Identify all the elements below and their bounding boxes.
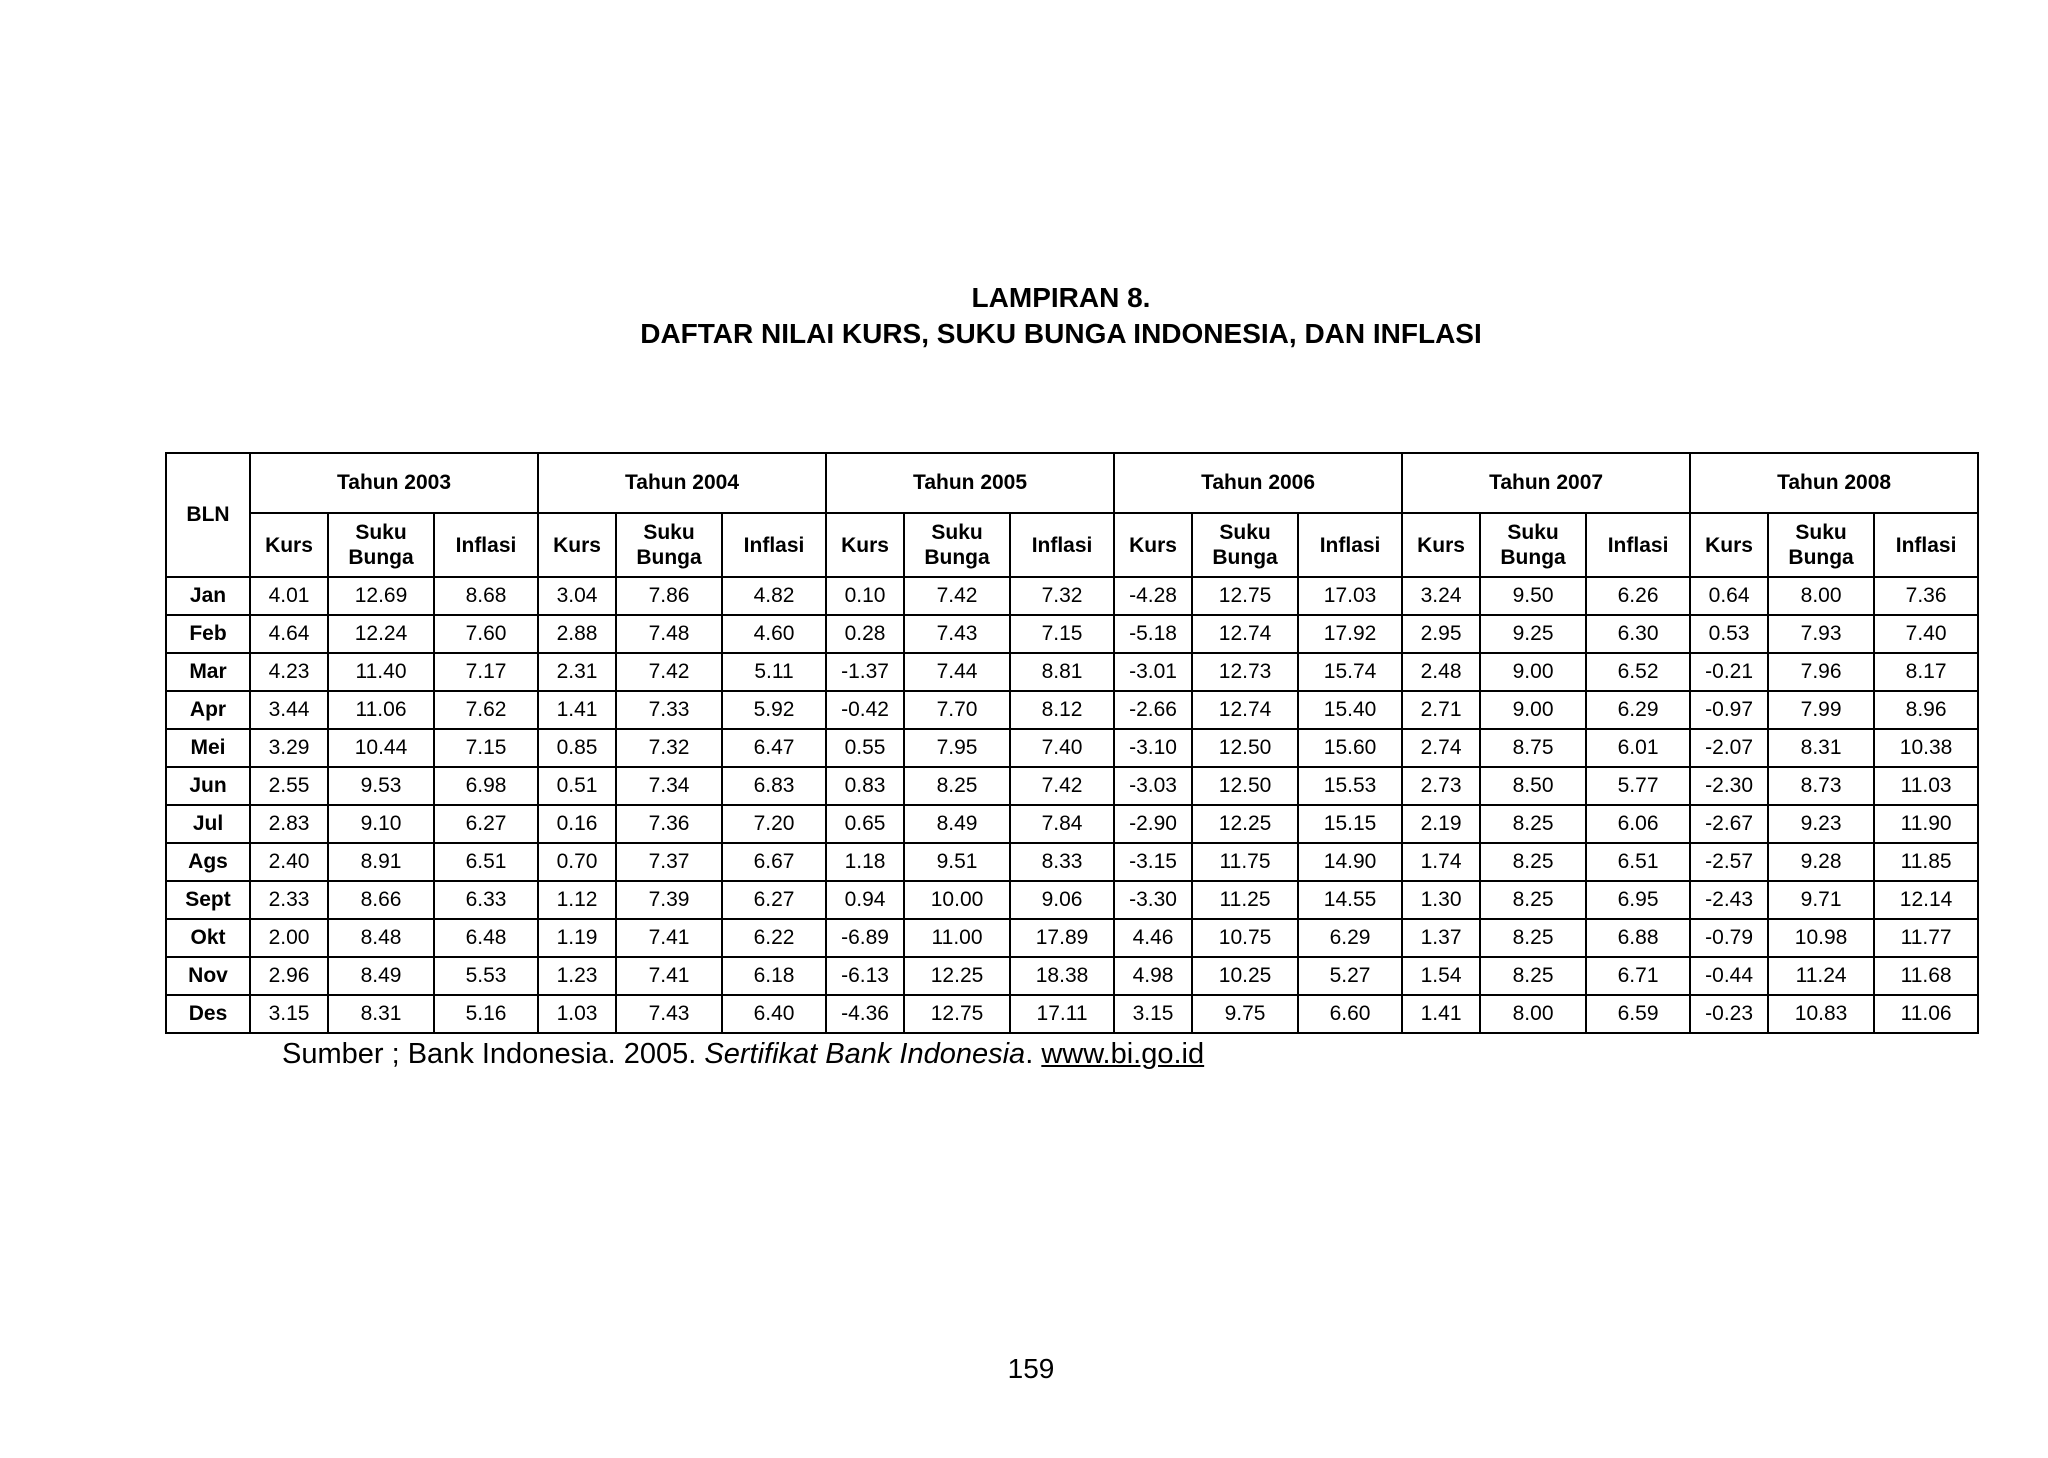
value-cell: 1.30 [1402, 881, 1480, 919]
value-cell: 11.85 [1874, 843, 1978, 881]
value-cell: 8.49 [904, 805, 1010, 843]
value-cell: 0.51 [538, 767, 616, 805]
year-header: Tahun 2006 [1114, 453, 1402, 513]
value-cell: 7.60 [434, 615, 538, 653]
value-cell: 7.43 [616, 995, 722, 1033]
value-cell: 8.81 [1010, 653, 1114, 691]
value-cell: 5.53 [434, 957, 538, 995]
kurs-header: Kurs [826, 513, 904, 577]
value-cell: 17.11 [1010, 995, 1114, 1033]
value-cell: 3.15 [1114, 995, 1192, 1033]
suku-bunga-header [1768, 513, 1874, 577]
table-row [166, 577, 1978, 615]
value-cell: 7.33 [616, 691, 722, 729]
value-cell: -1.37 [826, 653, 904, 691]
value-cell: 5.27 [1298, 957, 1402, 995]
year-header-row [166, 453, 1978, 513]
value-cell: -3.01 [1114, 653, 1192, 691]
value-cell: 12.24 [328, 615, 434, 653]
value-cell: 7.84 [1010, 805, 1114, 843]
value-cell: 4.23 [250, 653, 328, 691]
value-cell: 15.60 [1298, 729, 1402, 767]
table-row [166, 691, 1978, 729]
value-cell: 1.37 [1402, 919, 1480, 957]
value-cell: 2.48 [1402, 653, 1480, 691]
year-header: Tahun 2008 [1690, 453, 1978, 513]
table-body [166, 577, 1978, 1033]
value-cell: 4.60 [722, 615, 826, 653]
value-cell: 5.77 [1586, 767, 1690, 805]
value-cell: 7.41 [616, 919, 722, 957]
value-cell: 8.48 [328, 919, 434, 957]
value-cell: 2.95 [1402, 615, 1480, 653]
value-cell: 3.29 [250, 729, 328, 767]
value-cell: 4.01 [250, 577, 328, 615]
value-cell: 10.98 [1768, 919, 1874, 957]
value-cell: 6.60 [1298, 995, 1402, 1033]
value-cell: -4.28 [1114, 577, 1192, 615]
suku-bunga-header-line1: Suku [643, 521, 695, 544]
value-cell: 12.50 [1192, 729, 1298, 767]
month-cell: Okt [166, 919, 250, 957]
value-cell: -2.57 [1690, 843, 1768, 881]
table-row [166, 843, 1978, 881]
value-cell: 0.53 [1690, 615, 1768, 653]
value-cell: 11.24 [1768, 957, 1874, 995]
suku-bunga-header-line2: Bunga [348, 546, 414, 569]
value-cell: 0.28 [826, 615, 904, 653]
value-cell: 11.40 [328, 653, 434, 691]
value-cell: -6.13 [826, 957, 904, 995]
value-cell: 2.83 [250, 805, 328, 843]
value-cell: 17.03 [1298, 577, 1402, 615]
year-header: Tahun 2003 [250, 453, 538, 513]
value-cell: -2.07 [1690, 729, 1768, 767]
value-cell: 3.15 [250, 995, 328, 1033]
value-cell: 11.90 [1874, 805, 1978, 843]
table-row [166, 881, 1978, 919]
value-cell: 7.36 [616, 805, 722, 843]
value-cell: 2.00 [250, 919, 328, 957]
inflasi-header: Inflasi [722, 513, 826, 577]
value-cell: -2.90 [1114, 805, 1192, 843]
value-cell: 2.73 [1402, 767, 1480, 805]
value-cell: 6.40 [722, 995, 826, 1033]
value-cell: 1.54 [1402, 957, 1480, 995]
suku-bunga-header-line1: Suku [355, 521, 407, 544]
value-cell: 7.62 [434, 691, 538, 729]
value-cell: 12.50 [1192, 767, 1298, 805]
value-cell: 11.68 [1874, 957, 1978, 995]
value-cell: 12.25 [1192, 805, 1298, 843]
month-cell: Nov [166, 957, 250, 995]
value-cell: 11.75 [1192, 843, 1298, 881]
value-cell: 7.39 [616, 881, 722, 919]
value-cell: 8.25 [1480, 957, 1586, 995]
value-cell: 9.50 [1480, 577, 1586, 615]
value-cell: 0.65 [826, 805, 904, 843]
value-cell: 5.16 [434, 995, 538, 1033]
value-cell: 7.32 [1010, 577, 1114, 615]
value-cell: 18.38 [1010, 957, 1114, 995]
value-cell: 0.83 [826, 767, 904, 805]
value-cell: -2.66 [1114, 691, 1192, 729]
suku-bunga-header [328, 513, 434, 577]
value-cell: 8.25 [1480, 919, 1586, 957]
value-cell: 8.50 [1480, 767, 1586, 805]
value-cell: -2.43 [1690, 881, 1768, 919]
month-cell: Jul [166, 805, 250, 843]
value-cell: 10.00 [904, 881, 1010, 919]
value-cell: 6.01 [1586, 729, 1690, 767]
value-cell: 2.55 [250, 767, 328, 805]
value-cell: 6.59 [1586, 995, 1690, 1033]
value-cell: 7.40 [1010, 729, 1114, 767]
month-cell: Ags [166, 843, 250, 881]
value-cell: 6.51 [434, 843, 538, 881]
value-cell: 7.34 [616, 767, 722, 805]
value-cell: 11.77 [1874, 919, 1978, 957]
value-cell: 7.42 [904, 577, 1010, 615]
value-cell: 3.44 [250, 691, 328, 729]
value-cell: 3.24 [1402, 577, 1480, 615]
value-cell: 7.41 [616, 957, 722, 995]
value-cell: -2.30 [1690, 767, 1768, 805]
value-cell: 10.75 [1192, 919, 1298, 957]
value-cell: 2.88 [538, 615, 616, 653]
month-cell: Mei [166, 729, 250, 767]
kurs-header: Kurs [1690, 513, 1768, 577]
year-header: Tahun 2005 [826, 453, 1114, 513]
value-cell: 6.29 [1298, 919, 1402, 957]
value-cell: 7.99 [1768, 691, 1874, 729]
value-cell: -2.67 [1690, 805, 1768, 843]
value-cell: 9.25 [1480, 615, 1586, 653]
value-cell: 15.15 [1298, 805, 1402, 843]
value-cell: 9.23 [1768, 805, 1874, 843]
value-cell: 4.46 [1114, 919, 1192, 957]
month-cell: Des [166, 995, 250, 1033]
table-row [166, 729, 1978, 767]
value-cell: 11.06 [1874, 995, 1978, 1033]
suku-bunga-header-line1: Suku [1795, 521, 1847, 544]
value-cell: 11.25 [1192, 881, 1298, 919]
suku-bunga-header [1480, 513, 1586, 577]
value-cell: 8.66 [328, 881, 434, 919]
value-cell: 8.91 [328, 843, 434, 881]
value-cell: 8.12 [1010, 691, 1114, 729]
value-cell: 10.25 [1192, 957, 1298, 995]
table-row [166, 995, 1978, 1033]
value-cell: 6.71 [1586, 957, 1690, 995]
suku-bunga-header-line2: Bunga [1788, 546, 1854, 569]
value-cell: -3.10 [1114, 729, 1192, 767]
value-cell: 11.03 [1874, 767, 1978, 805]
value-cell: -0.23 [1690, 995, 1768, 1033]
value-cell: 1.03 [538, 995, 616, 1033]
suku-bunga-header-line2: Bunga [924, 546, 990, 569]
value-cell: -4.36 [826, 995, 904, 1033]
table-row [166, 767, 1978, 805]
value-cell: 8.75 [1480, 729, 1586, 767]
value-cell: 2.71 [1402, 691, 1480, 729]
value-cell: 6.95 [1586, 881, 1690, 919]
value-cell: 7.48 [616, 615, 722, 653]
suku-bunga-header-line2: Bunga [1212, 546, 1278, 569]
value-cell: 6.06 [1586, 805, 1690, 843]
table-row [166, 957, 1978, 995]
value-cell: 17.92 [1298, 615, 1402, 653]
value-cell: -3.30 [1114, 881, 1192, 919]
value-cell: 9.00 [1480, 653, 1586, 691]
value-cell: 5.11 [722, 653, 826, 691]
value-cell: 9.53 [328, 767, 434, 805]
value-cell: 7.15 [1010, 615, 1114, 653]
value-cell: 6.30 [1586, 615, 1690, 653]
value-cell: 2.40 [250, 843, 328, 881]
value-cell: 15.74 [1298, 653, 1402, 691]
value-cell: 9.06 [1010, 881, 1114, 919]
sub-header-row [166, 513, 1978, 577]
value-cell: 14.55 [1298, 881, 1402, 919]
value-cell: -0.44 [1690, 957, 1768, 995]
value-cell: 4.82 [722, 577, 826, 615]
suku-bunga-header-line1: Suku [931, 521, 983, 544]
value-cell: 8.33 [1010, 843, 1114, 881]
value-cell: 0.16 [538, 805, 616, 843]
value-cell: 12.14 [1874, 881, 1978, 919]
suku-bunga-header-line2: Bunga [1500, 546, 1566, 569]
suku-bunga-header [904, 513, 1010, 577]
value-cell: 12.73 [1192, 653, 1298, 691]
value-cell: 0.94 [826, 881, 904, 919]
inflasi-header: Inflasi [1586, 513, 1690, 577]
value-cell: 6.51 [1586, 843, 1690, 881]
year-header: Tahun 2004 [538, 453, 826, 513]
value-cell: -6.89 [826, 919, 904, 957]
kurs-header: Kurs [1114, 513, 1192, 577]
value-cell: 7.43 [904, 615, 1010, 653]
inflasi-header: Inflasi [1298, 513, 1402, 577]
value-cell: 1.19 [538, 919, 616, 957]
value-cell: -0.21 [1690, 653, 1768, 691]
value-cell: -0.79 [1690, 919, 1768, 957]
value-cell: 6.52 [1586, 653, 1690, 691]
value-cell: 7.44 [904, 653, 1010, 691]
value-cell: 8.17 [1874, 653, 1978, 691]
value-cell: -0.42 [826, 691, 904, 729]
page-subtitle: DAFTAR NILAI KURS, SUKU BUNGA INDONESIA, DAN INFLASI [640, 318, 1482, 349]
value-cell: 9.28 [1768, 843, 1874, 881]
value-cell: 7.95 [904, 729, 1010, 767]
value-cell: 1.23 [538, 957, 616, 995]
source-prefix: Sumber ; Bank Indonesia. 2005. [282, 1038, 705, 1070]
table-row [166, 919, 1978, 957]
year-header: Tahun 2007 [1402, 453, 1690, 513]
kurs-header: Kurs [538, 513, 616, 577]
value-cell: 9.00 [1480, 691, 1586, 729]
source-separator: . [1025, 1038, 1042, 1070]
value-cell: 15.40 [1298, 691, 1402, 729]
value-cell: 12.25 [904, 957, 1010, 995]
value-cell: 1.41 [538, 691, 616, 729]
value-cell: 6.18 [722, 957, 826, 995]
value-cell: 6.33 [434, 881, 538, 919]
value-cell: 12.75 [1192, 577, 1298, 615]
value-cell: -5.18 [1114, 615, 1192, 653]
value-cell: 2.96 [250, 957, 328, 995]
suku-bunga-header-line1: Suku [1507, 521, 1559, 544]
value-cell: 2.74 [1402, 729, 1480, 767]
value-cell: 6.88 [1586, 919, 1690, 957]
value-cell: 6.22 [722, 919, 826, 957]
value-cell: 6.67 [722, 843, 826, 881]
value-cell: 8.73 [1768, 767, 1874, 805]
value-cell: 6.27 [722, 881, 826, 919]
value-cell: 12.74 [1192, 691, 1298, 729]
suku-bunga-header [616, 513, 722, 577]
inflasi-header: Inflasi [1010, 513, 1114, 577]
value-cell: 6.26 [1586, 577, 1690, 615]
value-cell: 0.10 [826, 577, 904, 615]
suku-bunga-header [1192, 513, 1298, 577]
value-cell: 7.17 [434, 653, 538, 691]
value-cell: 2.19 [1402, 805, 1480, 843]
value-cell: 17.89 [1010, 919, 1114, 957]
suku-bunga-header-line1: Suku [1219, 521, 1271, 544]
value-cell: 1.18 [826, 843, 904, 881]
value-cell: 11.00 [904, 919, 1010, 957]
value-cell: 8.25 [904, 767, 1010, 805]
value-cell: 7.93 [1768, 615, 1874, 653]
value-cell: 7.40 [1874, 615, 1978, 653]
value-cell: 14.90 [1298, 843, 1402, 881]
value-cell: 10.38 [1874, 729, 1978, 767]
month-cell: Jun [166, 767, 250, 805]
value-cell: 11.06 [328, 691, 434, 729]
value-cell: 0.70 [538, 843, 616, 881]
value-cell: 7.20 [722, 805, 826, 843]
page-number: 159 [1007, 1353, 1055, 1384]
value-cell: 8.49 [328, 957, 434, 995]
inflasi-header: Inflasi [434, 513, 538, 577]
value-cell: 12.74 [1192, 615, 1298, 653]
source-italic-title: Sertifikat Bank Indonesia [704, 1038, 1026, 1070]
value-cell: 1.12 [538, 881, 616, 919]
value-cell: 7.86 [616, 577, 722, 615]
value-cell: 8.68 [434, 577, 538, 615]
data-table [165, 452, 1979, 1034]
value-cell: 6.98 [434, 767, 538, 805]
month-cell: Mar [166, 653, 250, 691]
table-row [166, 805, 1978, 843]
month-cell: Jan [166, 577, 250, 615]
table-row [166, 653, 1978, 691]
value-cell: 15.53 [1298, 767, 1402, 805]
value-cell: 10.44 [328, 729, 434, 767]
source-link[interactable]: www.bi.go.id [1041, 1038, 1205, 1070]
value-cell: 6.29 [1586, 691, 1690, 729]
value-cell: 8.96 [1874, 691, 1978, 729]
value-cell: 1.41 [1402, 995, 1480, 1033]
value-cell: 8.00 [1768, 577, 1874, 615]
value-cell: 6.47 [722, 729, 826, 767]
value-cell: -3.03 [1114, 767, 1192, 805]
value-cell: 7.96 [1768, 653, 1874, 691]
kurs-header: Kurs [250, 513, 328, 577]
value-cell: 8.25 [1480, 881, 1586, 919]
kurs-header: Kurs [1402, 513, 1480, 577]
value-cell: 8.31 [328, 995, 434, 1033]
value-cell: 12.69 [328, 577, 434, 615]
month-cell: Feb [166, 615, 250, 653]
value-cell: 6.83 [722, 767, 826, 805]
value-cell: 9.51 [904, 843, 1010, 881]
value-cell: 4.64 [250, 615, 328, 653]
value-cell: 12.75 [904, 995, 1010, 1033]
source-note [282, 1036, 1204, 1072]
value-cell: 8.31 [1768, 729, 1874, 767]
value-cell: 0.85 [538, 729, 616, 767]
value-cell: 8.00 [1480, 995, 1586, 1033]
suku-bunga-header-line2: Bunga [636, 546, 702, 569]
value-cell: 7.42 [1010, 767, 1114, 805]
page-title: LAMPIRAN 8. [971, 282, 1151, 313]
value-cell: 7.32 [616, 729, 722, 767]
value-cell: 5.92 [722, 691, 826, 729]
value-cell: 0.64 [1690, 577, 1768, 615]
inflasi-header: Inflasi [1874, 513, 1978, 577]
value-cell: 9.75 [1192, 995, 1298, 1033]
value-cell: 2.31 [538, 653, 616, 691]
value-cell: -0.97 [1690, 691, 1768, 729]
value-cell: 1.74 [1402, 843, 1480, 881]
value-cell: 4.98 [1114, 957, 1192, 995]
value-cell: 10.83 [1768, 995, 1874, 1033]
value-cell: 9.10 [328, 805, 434, 843]
value-cell: 7.36 [1874, 577, 1978, 615]
value-cell: 3.04 [538, 577, 616, 615]
bln-header: BLN [166, 453, 250, 577]
value-cell: 8.25 [1480, 843, 1586, 881]
value-cell: 7.70 [904, 691, 1010, 729]
value-cell: 6.27 [434, 805, 538, 843]
value-cell: 8.25 [1480, 805, 1586, 843]
month-cell: Apr [166, 691, 250, 729]
value-cell: 9.71 [1768, 881, 1874, 919]
value-cell: 0.55 [826, 729, 904, 767]
page-title-block [0, 280, 2048, 352]
value-cell: 7.37 [616, 843, 722, 881]
month-cell: Sept [166, 881, 250, 919]
value-cell: 7.15 [434, 729, 538, 767]
value-cell: -3.15 [1114, 843, 1192, 881]
value-cell: 7.42 [616, 653, 722, 691]
value-cell: 6.48 [434, 919, 538, 957]
table-row [166, 615, 1978, 653]
value-cell: 2.33 [250, 881, 328, 919]
